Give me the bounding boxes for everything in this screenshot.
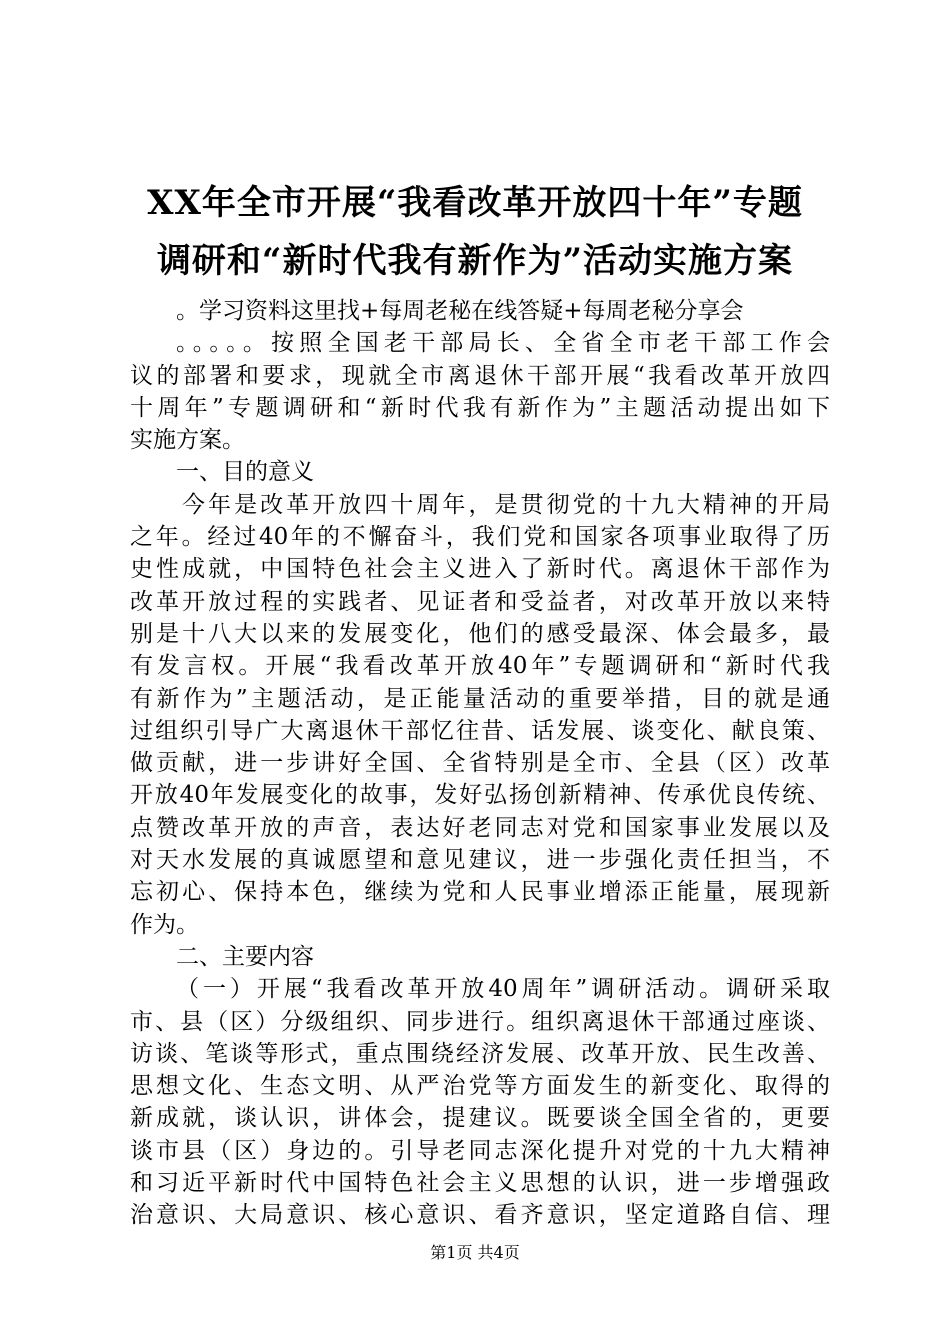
body-line: 新成就，谈认识，讲体会，提建议。既要谈全国全省的，更要 [130,1105,830,1132]
body-line: 访谈、笔谈等形式，重点围绕经济发展、改革开放、民生改善、 [130,1040,830,1067]
body-line: 和习近平新时代中国特色社会主义思想的认识，进一步增强政 [130,1170,830,1197]
body-line: （一）开展“我看改革开放40周年”调研活动。调研采取 [176,976,830,1003]
body-line: 。学习资料这里找+每周老秘在线答疑+每周老秘分享会 [176,298,744,324]
document-body [130,295,830,1232]
body-line: 点赞改革开放的声音，表达好老同志对党和国家事业发展以及 [130,814,830,841]
body-line: 过组织引导广大离退休干部忆往昔、话发展、谈变化、献良策、 [130,717,830,744]
body-line: 对天水发展的真诚愿望和意见建议，进一步强化责任担当，不 [130,847,830,874]
section-heading: 二、主要内容 [176,943,314,970]
body-line: 十周年”专题调研和“新时代我有新作为”主题活动提出如下 [130,394,830,421]
body-line: 谈市县（区）身边的。引导老同志深化提升对党的十九大精神 [130,1137,830,1164]
body-line: 有新作为”主题活动，是正能量活动的重要举措，目的就是通 [130,685,830,712]
body-line: 治意识、大局意识、核心意识、看齐意识，坚定道路自信、理 [130,1202,830,1229]
body-line: 思想文化、生态文明、从严治党等方面发生的新变化、取得的 [130,1073,830,1100]
body-line: 之年。经过40年的不懈奋斗，我们党和国家各项事业取得了历 [130,524,830,551]
body-line: 别是十八大以来的发展变化，他们的感受最深、体会最多，最 [130,620,830,647]
section-heading: 一、目的意义 [176,459,314,486]
body-line: 忘初心、保持本色，继续为党和人民事业增添正能量，展现新 [130,879,830,906]
body-line: 今年是改革开放四十周年，是贯彻党的十九大精神的开局 [182,491,830,518]
title-line-1: XX年全市开展“我看改革开放四十年”专题 [147,183,803,223]
body-line: 改革开放过程的实践者、见证者和受益者，对改革开放以来特 [130,588,830,615]
body-line: 做贡献，进一步讲好全国、全省特别是全市、全县（区）改革 [130,750,830,777]
page-number-footer: 第1页 共4页 [430,1243,520,1262]
title-line-2: 调研和“新时代我有新作为”活动实施方案 [156,241,794,281]
body-line: 市、县（区）分级组织、同步进行。组织离退休干部通过座谈、 [130,1008,830,1035]
body-line: 史性成就，中国特色社会主义进入了新时代。离退休干部作为 [130,556,830,583]
document-title [120,174,830,290]
body-line: 作为。 [130,911,199,938]
body-line: 有发言权。开展“我看改革开放40年”专题调研和“新时代我 [130,653,830,680]
body-line: 。。。。。按照全国老干部局长、全省全市老干部工作会 [176,330,830,357]
body-line: 议的部署和要求，现就全市离退休干部开展“我看改革开放四 [130,362,830,389]
body-line: 实施方案。 [130,427,245,454]
body-line: 开放40年发展变化的故事，发好弘扬创新精神、传承优良传统、 [130,782,830,809]
